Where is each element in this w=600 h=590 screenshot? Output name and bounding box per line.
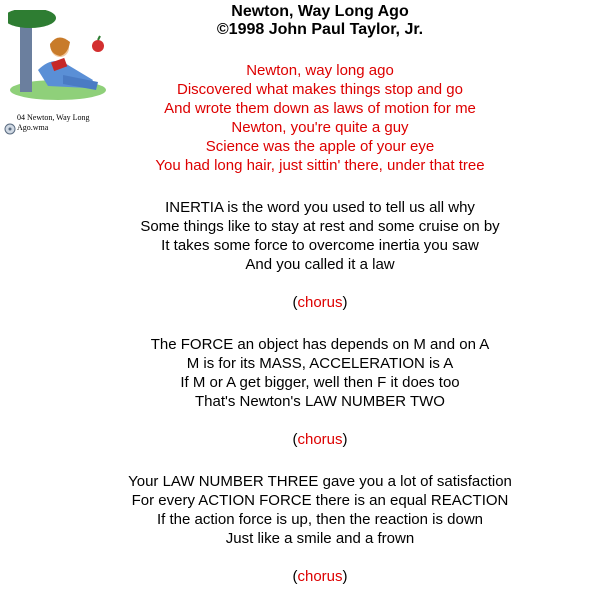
chorus-verse xyxy=(110,61,530,175)
song-lyrics xyxy=(110,0,530,586)
chorus-word: chorus xyxy=(297,431,343,448)
lyric-line: Newton, way long ago xyxy=(246,62,394,79)
chorus-close-paren: ) xyxy=(342,431,348,448)
verse-2 xyxy=(110,335,530,411)
song-title: Newton, Way Long Ago xyxy=(231,3,409,20)
lyric-line: If M or A get bigger, well then F it does too xyxy=(180,374,460,391)
chorus-open-paren: ( xyxy=(292,294,298,311)
lyric-line: You had long hair, just sittin' there, under that tree xyxy=(155,157,485,174)
lyric-line: Just like a smile and a frown xyxy=(225,530,415,547)
chorus-word: chorus xyxy=(297,568,343,585)
lyric-line: And you called it a law xyxy=(245,256,395,273)
lyric-line: It takes some force to overcome inertia you saw xyxy=(161,237,479,254)
chorus-reference xyxy=(110,293,530,312)
lyric-line: Some things like to stay at rest and some cruise on by xyxy=(140,218,500,235)
lyric-line: Your LAW NUMBER THREE gave you a lot of satisfaction xyxy=(128,473,512,490)
chorus-close-paren: ) xyxy=(342,568,348,585)
chorus-word: chorus xyxy=(297,294,343,311)
lyric-line: Science was the apple of your eye xyxy=(205,138,435,155)
verse-1 xyxy=(110,198,530,274)
lyric-line: INERTIA is the word you used to tell us all why xyxy=(165,199,475,216)
newton-illustration xyxy=(8,10,108,100)
chorus-reference xyxy=(110,567,530,586)
lyric-line: If the action force is up, then the reaction is down xyxy=(156,511,484,528)
lyric-line: For every ACTION FORCE there is an equal REACTION xyxy=(131,492,509,509)
chorus-close-paren: ) xyxy=(342,294,348,311)
verse-3 xyxy=(110,472,530,548)
lyric-line: M is for its MASS, ACCELERATION is A xyxy=(186,355,454,372)
lyric-line: The FORCE an object has depends on M and on A xyxy=(150,336,490,353)
lyric-line: That's Newton's LAW NUMBER TWO xyxy=(195,393,445,410)
chorus-open-paren: ( xyxy=(292,431,298,448)
chorus-open-paren: ( xyxy=(292,568,298,585)
song-copyright: ©1998 John Paul Taylor, Jr. xyxy=(216,21,424,38)
audio-file-label: 04 Newton, Way Long Ago.wma xyxy=(17,113,90,132)
audio-file-icon xyxy=(4,123,16,135)
lyric-line: Newton, you're quite a guy xyxy=(231,119,409,136)
chorus-reference xyxy=(110,430,530,449)
lyric-line: Discovered what makes things stop and go xyxy=(177,81,463,98)
lyric-line: And wrote them down as laws of motion for me xyxy=(164,100,476,117)
